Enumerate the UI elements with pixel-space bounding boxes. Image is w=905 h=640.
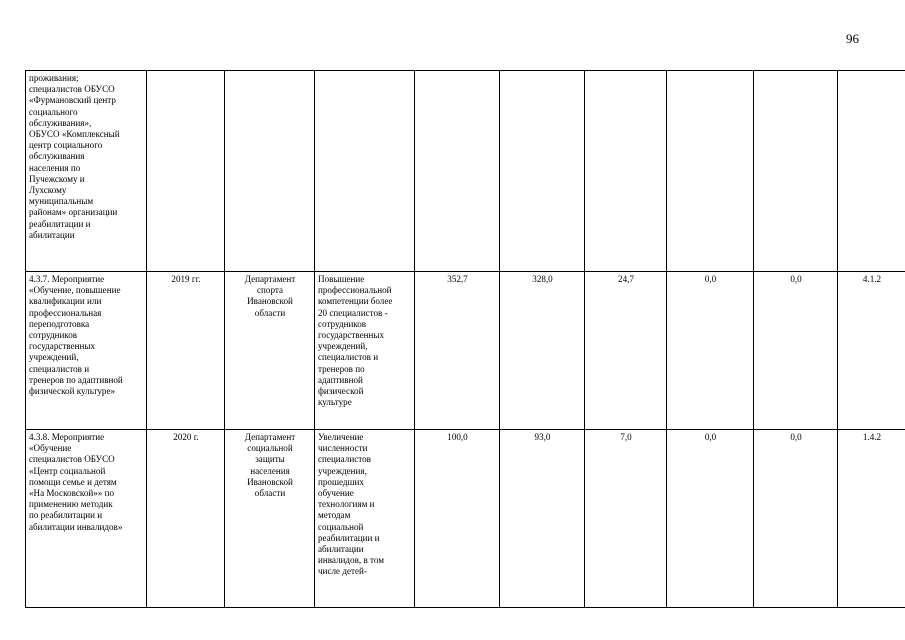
cell-line: «Обучение, повышение <box>29 285 121 296</box>
cell-line: социального <box>29 106 78 117</box>
cell-line: физической культуре» <box>29 386 116 397</box>
cell-line: социальной <box>318 521 364 532</box>
period-cell: 2020 г. <box>147 430 225 608</box>
cell-line: физической <box>318 386 364 397</box>
cell-line: квалификации или <box>29 296 102 307</box>
result-cell <box>315 272 415 430</box>
cell-line: инвалидов, в том <box>318 555 384 566</box>
cell-line: центр социального <box>29 140 103 151</box>
cell-line: специалистов и <box>29 363 90 374</box>
cell-line: специалистов <box>318 454 371 465</box>
indicator-code-cell: 4.1.2 <box>838 272 905 430</box>
cell-line: реабилитации и <box>318 532 380 543</box>
other-sources-cell: 0,0 <box>754 430 838 608</box>
cell-line: 4.3.7. Мероприятие <box>29 274 105 284</box>
period-cell <box>147 71 225 272</box>
cell-line: помощи семье и детям <box>29 476 117 487</box>
cell-line: государственных <box>318 330 385 341</box>
cell-line: переподготовка <box>29 318 90 329</box>
cell-line: муниципальным <box>29 196 94 207</box>
cell-line: Увеличение <box>318 432 364 442</box>
cell-line: области <box>254 307 286 318</box>
program-table <box>25 70 905 608</box>
cell-line: социальной <box>247 443 293 454</box>
cell-line: специалистов ОБУСО <box>29 84 115 95</box>
total-cell: 352,7 <box>415 272 500 430</box>
cell-line: населения <box>250 465 290 476</box>
indicator-code-cell <box>838 71 905 272</box>
cell-line: учреждений, <box>318 341 368 352</box>
cell-line: Повышение <box>318 274 365 284</box>
cell-line: «Фурмановский центр <box>29 95 116 106</box>
cell-line: районам» организации <box>29 207 118 218</box>
local-budget-cell <box>667 71 754 272</box>
federal-budget-cell <box>585 71 667 272</box>
local-budget-cell: 0,0 <box>667 430 754 608</box>
table-row <box>26 71 905 272</box>
cell-line: государственных <box>29 341 96 352</box>
cell-line: по реабилитации и <box>29 510 103 521</box>
regional-budget-cell <box>500 71 585 272</box>
cell-line: численности <box>318 443 368 454</box>
cell-line: области <box>254 488 286 499</box>
cell-line: абилитации <box>318 544 364 555</box>
other-sources-cell: 0,0 <box>754 272 838 430</box>
result-cell <box>315 430 415 608</box>
cell-line: профессиональная <box>29 307 102 318</box>
cell-line: спорта <box>257 285 283 296</box>
table-row <box>26 430 905 608</box>
table-row <box>26 272 905 430</box>
measure-name-cell <box>26 71 147 272</box>
cell-line: обслуживания», <box>29 117 92 128</box>
cell-line: «На Московской»» по <box>29 488 115 499</box>
cell-line: 20 специалистов - <box>318 307 388 318</box>
cell-line: Лухскому <box>29 185 67 196</box>
cell-line: обучение <box>318 488 354 499</box>
cell-line: учреждений, <box>29 352 79 363</box>
cell-line: Пучежскому и <box>29 173 85 184</box>
cell-line: Ивановской <box>247 476 293 487</box>
measure-name-cell <box>26 430 147 608</box>
cell-line: тренеров по адаптивной <box>29 374 123 385</box>
executor-cell <box>225 71 315 272</box>
cell-line: специалистов и <box>318 352 379 363</box>
regional-budget-cell: 328,0 <box>500 272 585 430</box>
measure-name-cell <box>26 272 147 430</box>
cell-line: «Обучение <box>29 443 72 454</box>
cell-line: защиты <box>255 454 285 465</box>
cell-line: учреждения, <box>318 465 367 476</box>
cell-line: сотрудников <box>29 330 78 341</box>
cell-line: обслуживания <box>29 151 85 162</box>
cell-line: профессиональной <box>318 285 392 296</box>
cell-line: ОБУСО «Комплексный <box>29 129 120 140</box>
page-number: 96 <box>846 31 859 46</box>
indicator-code-cell: 1.4.2 <box>838 430 905 608</box>
federal-budget-cell: 7,0 <box>585 430 667 608</box>
cell-line: Ивановской <box>247 296 293 307</box>
executor-cell <box>225 272 315 430</box>
total-cell <box>415 71 500 272</box>
cell-line: реабилитации и <box>29 218 91 229</box>
local-budget-cell: 0,0 <box>667 272 754 430</box>
cell-line: населения по <box>29 162 81 173</box>
cell-line: абилитации инвалидов» <box>29 521 123 532</box>
federal-budget-cell: 24,7 <box>585 272 667 430</box>
cell-line: сотрудников <box>318 318 367 329</box>
cell-line: адаптивной <box>318 374 363 385</box>
cell-line: культуре <box>318 397 352 408</box>
cell-line: методам <box>318 510 351 521</box>
cell-line: Департамент <box>244 432 296 442</box>
cell-line: тренеров по <box>318 363 365 374</box>
other-sources-cell <box>754 71 838 272</box>
cell-line: числе детей- <box>318 566 367 577</box>
executor-cell <box>225 430 315 608</box>
cell-line: Департамент <box>244 274 296 284</box>
cell-line: применению методик <box>29 499 113 510</box>
cell-line: специалистов ОБУСО <box>29 454 115 465</box>
cell-line: 4.3.8. Мероприятие <box>29 432 105 442</box>
period-cell: 2019 гг. <box>147 272 225 430</box>
cell-line: компетенции более <box>318 296 393 307</box>
cell-line: проживания; <box>29 73 79 83</box>
cell-line: абилитации <box>29 229 75 240</box>
regional-budget-cell: 93,0 <box>500 430 585 608</box>
cell-line: прошедших <box>318 476 364 487</box>
result-cell <box>315 71 415 272</box>
total-cell: 100,0 <box>415 430 500 608</box>
cell-line: «Центр социальной <box>29 465 106 476</box>
cell-line: технологиям и <box>318 499 375 510</box>
